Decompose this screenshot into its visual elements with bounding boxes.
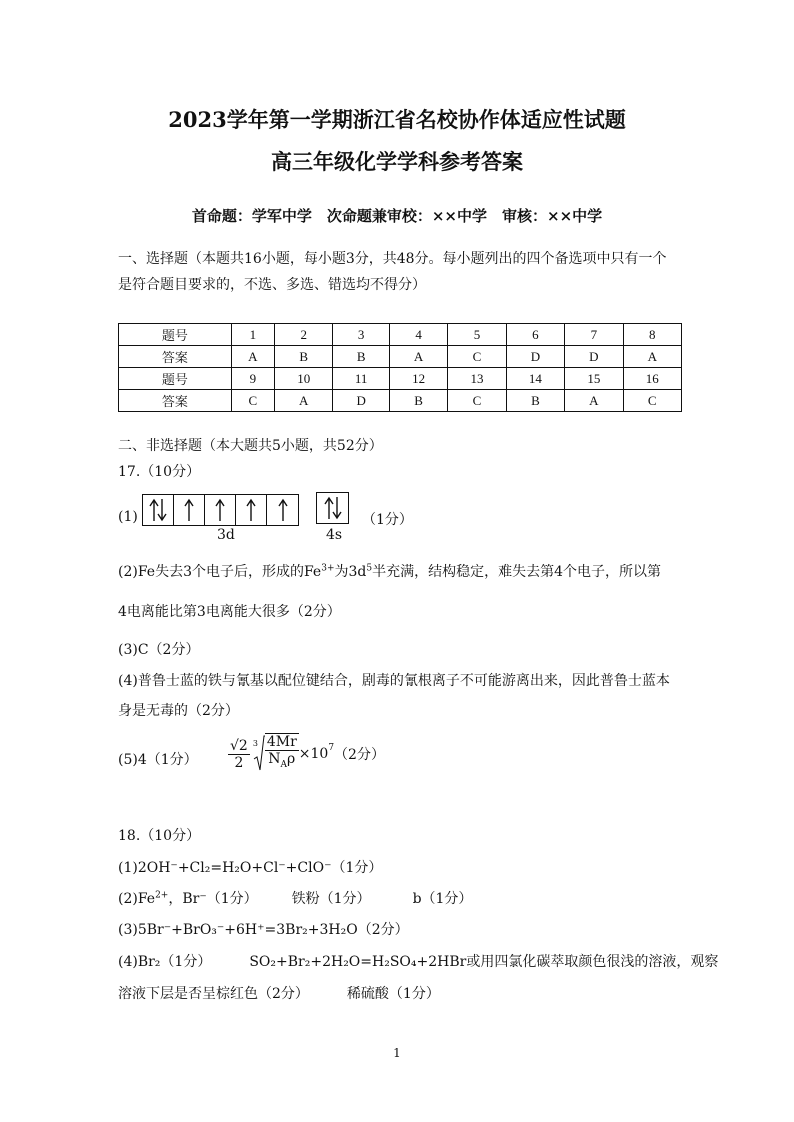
orbital-cell-paired xyxy=(143,495,174,525)
table-cell: C xyxy=(231,390,274,412)
orbital-cell xyxy=(236,495,267,525)
q17-p5-formula: $\frac{√2}{2}$ 3 $\frac{4Mr}{N_A\rho}$ ×10 $^7$ （2分） xyxy=(228,735,385,773)
section1-intro: 一、选择题（本题共16小题，每小题3分，共48分。每小题列出的四个备选项中只有一个 是符合题目要求的，不选、多选、错选均不得分） xyxy=(118,251,667,293)
table-cell: 13 xyxy=(448,368,506,390)
q17-p4-line2: 身是无毒的（2分） xyxy=(118,703,239,719)
table-row xyxy=(119,324,682,346)
table-row-header: 题号 xyxy=(119,324,232,346)
table-cell: 12 xyxy=(389,368,447,390)
orbital-cell xyxy=(174,495,205,525)
q17-p2-line2: 4电离能比第3电离能大很多（2分） xyxy=(118,604,341,620)
q18-heading: 18.（10分） xyxy=(118,828,201,844)
table-cell: D xyxy=(333,390,389,412)
electron-up-icon xyxy=(213,497,227,523)
q17-p3: (3)C（2分） xyxy=(118,642,200,658)
table-row xyxy=(119,368,682,390)
table-cell: D xyxy=(506,346,564,368)
label-4s: 4s xyxy=(326,527,343,543)
q18-p3: (3)5Br⁻+BrO₃⁻+6H⁺=3Br₂+3H₂O（2分） xyxy=(118,922,409,938)
table-cell: B xyxy=(275,346,333,368)
table-cell: 3 xyxy=(333,324,389,346)
electron-up-icon xyxy=(182,497,196,523)
table-cell: A xyxy=(565,390,623,412)
q18-p1: (1)2OH⁻+Cl₂=H₂O+Cl⁻+ClO⁻（1分） xyxy=(118,860,383,876)
table-cell: B xyxy=(506,390,564,412)
table-cell: 10 xyxy=(275,368,333,390)
table-cell: 5 xyxy=(448,324,506,346)
table-cell: C xyxy=(448,346,506,368)
orbital-cell-paired xyxy=(317,493,348,523)
table-cell: 15 xyxy=(565,368,623,390)
table-cell: 8 xyxy=(623,324,681,346)
table-cell: 2 xyxy=(275,324,333,346)
fraction-sqrt2-over-2: $\frac{√2}{2}$ xyxy=(230,737,248,771)
table-row xyxy=(119,346,682,368)
page-number: 1 xyxy=(393,1046,401,1060)
label-3d: 3d xyxy=(217,527,235,543)
table-cell: 4 xyxy=(389,324,447,346)
table-cell: A xyxy=(275,390,333,412)
table-cell: 1 xyxy=(231,324,274,346)
fraction-mr-over-nap: $\frac{4Mr}{N_A\rho}$ xyxy=(266,734,297,770)
table-cell: C xyxy=(448,390,506,412)
table-cell: 16 xyxy=(623,368,681,390)
table-cell: 14 xyxy=(506,368,564,390)
table-row-header: 答案 xyxy=(119,346,232,368)
authorship-line: 首命题：学军中学 次命题兼审校：××中学 审核：××中学 xyxy=(191,207,603,225)
electron-pair-icon xyxy=(322,495,344,521)
q17-heading: 17.（10分） xyxy=(118,464,201,480)
table-cell: C xyxy=(623,390,681,412)
document-subtitle: 高三年级化学学科参考答案 xyxy=(271,149,523,174)
electron-up-icon xyxy=(276,497,290,523)
table-cell: A xyxy=(231,346,274,368)
electron-pair-icon xyxy=(147,497,169,523)
answer-table xyxy=(118,323,682,412)
table-cell: 6 xyxy=(506,324,564,346)
table-row-header: 答案 xyxy=(119,390,232,412)
q17-p5-label: (5)4（1分） xyxy=(118,752,198,768)
electron-up-icon xyxy=(244,497,258,523)
table-cell: 9 xyxy=(231,368,274,390)
q18-p4-line2: 溶液下层是否呈棕红色（2分） 稀硫酸（1分） xyxy=(118,986,440,1002)
table-cell: 11 xyxy=(333,368,389,390)
orbital-cell xyxy=(205,495,236,525)
table-cell: B xyxy=(333,346,389,368)
q17-p2-line1: (2)Fe失去3个电子后，形成的$Fe^{3+}$为$3d^5$半充满，结构稳定，难失去第4个电子，所以第 xyxy=(118,563,662,580)
orbital-box-3d xyxy=(142,494,299,526)
q18-p2: $(2)Fe^{2+}$，Br⁻（1分） 铁粉（1分） b（1分） xyxy=(118,890,473,907)
section2-intro: 二、非选择题（本大题共5小题，共52分） xyxy=(118,438,383,454)
orbital-cell xyxy=(267,495,298,525)
q17-p1-label: (1) xyxy=(118,509,138,525)
q18-p4-line1: (4)Br₂（1分） SO₂+Br₂+2H₂O=H₂SO₄+2HBr或用四氯化碳萃取颜色很浅的溶液，观察 xyxy=(118,954,719,970)
table-cell: A xyxy=(389,346,447,368)
table-row-header: 题号 xyxy=(119,368,232,390)
orbital-box-4s xyxy=(316,492,349,524)
q17-p4-line1: (4)普鲁士蓝的铁与氰基以配位键结合，剧毒的氰根离子不可能游离出来，因此普鲁士蓝本 xyxy=(118,673,670,689)
table-row xyxy=(119,390,682,412)
table-cell: 7 xyxy=(565,324,623,346)
table-cell: D xyxy=(565,346,623,368)
table-cell: B xyxy=(389,390,447,412)
table-cell: A xyxy=(623,346,681,368)
cube-root: 3 $\frac{4Mr}{N_A\rho}$ xyxy=(253,735,299,773)
document-title: 2023学年第一学期浙江省名校协作体适应性试题 xyxy=(168,107,626,132)
q17-p1-score: （1分） xyxy=(362,512,413,528)
